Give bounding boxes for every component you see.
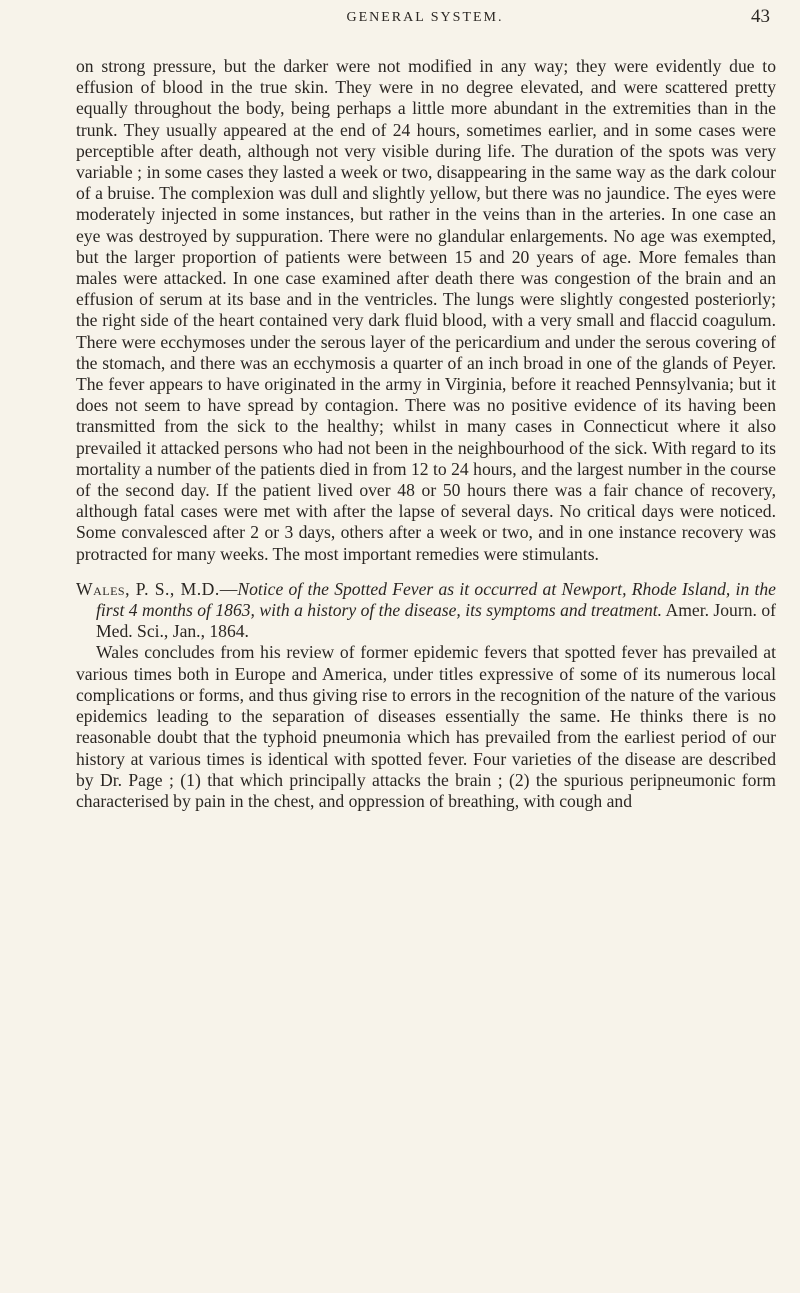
bibliographic-reference — [76, 579, 776, 643]
reference-title: Notice of the Spotted Fever as it occurred at Newport, Rhode Island, in the first 4 months of 1863, with a history of the disease, its symptoms and treatment. — [96, 578, 776, 621]
reference-author: Wales, P. S., M.D. — [76, 578, 220, 599]
page-number: 43 — [751, 6, 770, 27]
body-text — [76, 56, 776, 812]
paragraph-review: Wales concludes from his review of former epidemic fevers that spotted fever has prevailed at various times both in Europe and America, under titles expressive of some of its numerous local complications or forms, and thus giving rise to errors in the recognition of the nature of the various epidemics leading to the separation of diseases essentially the same. He thinks there is no reasonable doubt that the typhoid pneumonia which has prevailed from the earliest period of our history at various times is identical with spotted fever. Four varieties of the disease are described by Dr. Page ; (1) that which principally attacks the brain ; (2) the spurious peripneumonic form characterised by pain in the chest, and oppression of breathing, with cough and — [76, 642, 776, 811]
paragraph-continued: on strong pressure, but the darker were not modified in any way; they were evidently due to effusion of blood in the true skin. They were in no degree elevated, and were scattered pretty equally throughout the body, being perhaps a little more abundant in the extremities than in the trunk. They usually appeared at the end of 24 hours, sometimes earlier, and in some cases were perceptible after death, although not very visible during life. The duration of the spots was very variable ; in some cases they lasted a week or two, disappearing in the same way as the dark colour of a bruise. The complexion was dull and slightly yellow, but there was no jaundice. The eyes were moderately injected in some instances, but rather in the veins than in the arteries. In one case an eye was destroyed by suppuration. There were no glandular enlargements. No age was exempted, but the larger proportion of patients were between 15 and 20 years of age. More females than males were attacked. In one case examined after death there was congestion of the brain and an effusion of serum at its base and in the ventricles. The lungs were slightly congested posteriorly; the right side of the heart contained very dark fluid blood, with a very small and flaccid coagulum. There were ecchymoses under the serous layer of the pericardium and under the serous covering of the stomach, and there was an ecchymosis a quarter of an inch broad in one of the glands of Peyer. The fever appears to have originated in the army in Virginia, before it reached Pennsylvania; but it does not seem to have spread by contagion. There was no positive evidence of its having been transmitted from the sick to the healthy; whilst in many cases in Connecticut where it also prevailed it attacked persons who had not been in the neighbourhood of the sick. With regard to its mortality a number of the patients died in from 12 to 24 hours, and the largest number in the course of the second day. If the patient lived over 48 or 50 hours there was a fair chance of recovery, although fatal cases were met with after the lapse of several days. No critical days were noticed. Some convalesced after 2 or 3 days, others after a week or two, and in one instance recovery was protracted for many weeks. The most important remedies were stimulants. — [76, 56, 776, 564]
running-title: GENERAL SYSTEM. — [346, 10, 504, 25]
reference-source: Amer. Journ. of Med. Sci., Jan., 1864. — [96, 600, 776, 642]
running-head — [80, 6, 770, 30]
reference-dash: — — [219, 578, 238, 599]
